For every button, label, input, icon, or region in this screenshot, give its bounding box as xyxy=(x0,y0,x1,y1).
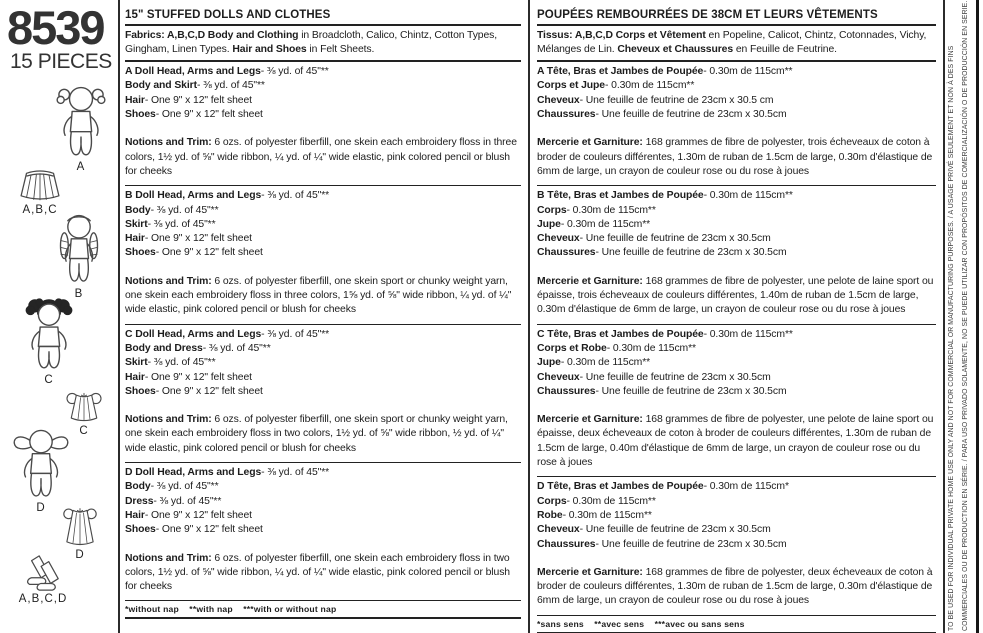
hair-shoes-label: Hair and Shoes xyxy=(232,43,307,55)
figure-label: C xyxy=(79,425,89,437)
french-view-d xyxy=(537,477,936,615)
page-edge-rule xyxy=(976,0,979,633)
yardage-line: Cheveux- Une feuille de feutrine de 23cm x 30.5cm xyxy=(537,233,771,245)
figure-label: A,B,C,D xyxy=(18,593,68,605)
english-notions-d: Notions and Trim: 6 ozs. of polyester fiberfill, one skein each embroidery floss in two colors, 1½ yd. of ⅝" wide ribbon, ¼ yd. of ¼" wide elastic, pink colored pencil or blush for cheeks xyxy=(125,552,510,593)
yardage-line: Corps et Jupe- 0.30m de 115cm** xyxy=(537,80,695,92)
fabrics-label: Fabrics: A,B,C,D Body and Clothing xyxy=(125,30,299,41)
english-view-b xyxy=(125,186,521,324)
figure-label: D xyxy=(36,502,46,514)
yardage-line: Dress- ⅜ yd. of 45"** xyxy=(125,495,222,507)
yardage-line: C Doll Head, Arms and Legs- ⅜ yd. of 45"** xyxy=(125,328,330,340)
yardage-line: Skirt- ⅜ yd. of 45"** xyxy=(125,357,216,369)
divider-left xyxy=(118,0,120,633)
yardage-line: Body- ⅜ yd. of 45"** xyxy=(125,204,219,216)
figure-shoes-abcd xyxy=(16,554,70,605)
french-view-b xyxy=(537,186,936,324)
yardage-line: Shoes- One 9" x 12" felt sheet xyxy=(125,247,263,259)
french-column xyxy=(537,6,936,633)
yardage-line: Shoes- One 9" x 12" felt sheet xyxy=(125,385,263,397)
figure-doll-b xyxy=(46,213,112,300)
yardage-line: Chaussures- Une feuille de feutrine de 23cm x 30.5cm xyxy=(537,385,787,397)
doll-a-illustration xyxy=(50,84,112,160)
figure-label: B xyxy=(74,288,84,300)
doll-c-illustration xyxy=(18,297,80,373)
yardage-line: Jupe- 0.30m de 115cm** xyxy=(537,357,651,369)
yardage-line: Jupe- 0.30m de 115cm** xyxy=(537,218,651,230)
tissus-label: Tissus: A,B,C,D Corps et Vêtement xyxy=(537,30,706,41)
french-notions-c: Mercerie et Garniture: 168 grammes de fibre de polyester, une pelote de laine sport ou épaisse, deux écheveaux de coton à broder de couleurs différentes, 1.30m de ruban de 1.5cm de large, 0.40m d'élastique de 6mm de large, un crayon de couleur rose ou du rose à joues xyxy=(537,414,934,469)
yardage-line: A Doll Head, Arms and Legs- ⅜ yd. of 45"** xyxy=(125,66,329,78)
french-notions-d: Mercerie et Garniture: 168 grammes de fibre de polyester, deux écheveaux de coton à broder de couleurs différentes, 1.30m de ruban de 1.5cm de large, 0.30m d'élastique de 6mm de large, un crayon de couleur rose ou du rose à joues xyxy=(537,566,933,607)
yardage-line: Hair- One 9" x 12" felt sheet xyxy=(125,509,252,521)
shoes-illustration xyxy=(19,554,67,592)
piece-count: 15 PIECES xyxy=(10,50,112,73)
yardage-line: Corps- 0.30m de 115cm** xyxy=(537,204,656,216)
yardage-line: Skirt- ⅜ yd. of 45"** xyxy=(125,218,216,230)
pattern-number: 8539 xyxy=(7,1,104,54)
legal-notice-line-2: COMMERCIALES OU DE PRODUCTION EN SÉRIE. / PARA USO PRIVADO SOLAMENTE, NO SE PUEDE UTILIZAR CON PROPÓSITOS DE COMERCIALIZACIÓN O DE PRODUCCIÓN EN SERIE. xyxy=(962,0,969,631)
english-view-d xyxy=(125,463,521,601)
english-title: 15" STUFFED DOLLS AND CLOTHES xyxy=(125,6,521,26)
yardage-line: Robe- 0.30m de 115cm** xyxy=(537,509,652,521)
yardage-line: Cheveux- Une feuille de feutrine de 23cm x 30.5cm xyxy=(537,371,771,383)
yardage-line: Chaussures- Une feuille de feutrine de 23cm x 30.5cm xyxy=(537,538,787,550)
yardage-line: Body and Dress- ⅜ yd. of 45"** xyxy=(125,342,271,354)
figure-dress-d xyxy=(58,506,102,561)
figure-skirt-abc xyxy=(12,167,68,216)
yardage-line: A Tête, Bras et Jambes de Poupée- 0.30m de 115cm** xyxy=(537,66,793,78)
french-view-c xyxy=(537,325,936,478)
yardage-line: Cheveux- Une feuille de feutrine de 23cm x 30.5 cm xyxy=(537,94,774,106)
french-view-a xyxy=(537,62,936,186)
yardage-line: Hair- One 9" x 12" felt sheet xyxy=(125,371,252,383)
figure-label: A xyxy=(76,161,86,173)
divider-right xyxy=(943,0,945,633)
yardage-line: Hair- One 9" x 12" felt sheet xyxy=(125,94,252,106)
figure-doll-d xyxy=(6,427,76,514)
divider-center xyxy=(528,0,530,633)
yardage-line: Shoes- One 9" x 12" felt sheet xyxy=(125,524,263,536)
english-notions-a: Notions and Trim: 6 ozs. of polyester fiberfill, one skein each embroidery floss in three colors, 1½ yd. of ⅝" wide ribbon, ¼ yd. of ¼" wide elastic, pink colored pencil or blush for cheeks xyxy=(125,137,517,177)
doll-d-illustration xyxy=(8,427,74,501)
french-title: POUPÉES REMBOURRÉES DE 38CM ET LEURS VÊTEMENTS xyxy=(537,6,936,26)
figure-label: A,B,C xyxy=(22,204,58,216)
yardage-line: D Tête, Bras et Jambes de Poupée- 0.30m de 115cm* xyxy=(537,481,789,493)
english-view-c xyxy=(125,325,521,463)
figure-label: D xyxy=(75,549,85,561)
yardage-line: B Doll Head, Arms and Legs- ⅜ yd. of 45"** xyxy=(125,190,330,202)
yardage-line: Chaussures- Une feuille de feutrine de 23cm x 30.5cm xyxy=(537,109,787,121)
figure-doll-a xyxy=(48,84,114,173)
yardage-line: Hair- One 9" x 12" felt sheet xyxy=(125,233,252,245)
yardage-line: D Doll Head, Arms and Legs- ⅜ yd. of 45"** xyxy=(125,467,330,479)
figure-doll-c xyxy=(16,297,82,386)
french-fabrics: Tissus: A,B,C,D Corps et Vêtement en Popeline, Calicot, Chintz, Cotonnades, Vichy, Mélanges de Lin. Cheveux et Chaussures en Feuille de Feutrine. xyxy=(537,26,936,62)
english-notions-c: Notions and Trim: 6 ozs. of polyester fiberfill, one skein sport or chunky weight yarn, one skein each embroidery floss in two colors, 1½ yd. of ⅝" wide ribbon, ½ yd. of ¼" wide elastic, pink colored pencil or blush for cheeks xyxy=(125,414,508,454)
dress-c-illustration xyxy=(63,390,105,424)
french-footnote: *sans sens **avec sens ***avec ou sans sens xyxy=(537,616,936,633)
legal-notice-line-1: TO BE USED FOR INDIVIDUAL PRIVATE HOME USE ONLY AND NOT FOR COMMERCIAL OR MANUFACTURING PURPOSES. / A USAGE PRIVÉ SEULEMENT ET NON À DES FINS xyxy=(948,45,955,631)
yardage-line: Corps- 0.30m de 115cm** xyxy=(537,495,656,507)
cheveux-chaussures-label: Cheveux et Chaussures xyxy=(617,43,734,55)
skirt-illustration xyxy=(14,167,66,203)
english-fabrics: Fabrics: A,B,C,D Body and Clothing in Broadcloth, Calico, Chintz, Cotton Types, Gingham, Linen Types. Hair and Shoes in Felt Sheets. xyxy=(125,26,521,62)
yardage-line: Chaussures- Une feuille de feutrine de 23cm x 30.5cm xyxy=(537,247,787,259)
english-column xyxy=(125,6,521,619)
yardage-line: B Tête, Bras et Jambes de Poupée- 0.30m de 115cm** xyxy=(537,190,793,202)
french-notions-a: Mercerie et Garniture: 168 grammes de fibre de polyester, trois écheveaux de coton à broder de couleurs différentes, 1.30m de ruban de 1.5cm de large, 0.30m d'élastique de 6mm de large, un crayon de couleur rose ou du rose à joues xyxy=(537,137,933,177)
yardage-line: Body and Skirt- ⅜ yd. of 45"** xyxy=(125,80,265,92)
english-view-a xyxy=(125,62,521,186)
yardage-line: Body- ⅜ yd. of 45"** xyxy=(125,481,219,493)
yardage-line: Corps et Robe- 0.30m de 115cm** xyxy=(537,342,696,354)
english-footnote: *without nap **with nap ***with or without nap xyxy=(125,601,521,619)
yardage-line: Shoes- One 9" x 12" felt sheet xyxy=(125,109,263,121)
dress-d-illustration xyxy=(60,506,100,548)
yardage-line: Cheveux- Une feuille de feutrine de 23cm x 30.5cm xyxy=(537,524,771,536)
figure-label: C xyxy=(44,374,54,386)
doll-b-illustration xyxy=(48,213,110,287)
french-notions-b: Mercerie et Garniture: 168 grammes de fibre de polyester, une pelote de laine sport ou épaisse, trois écheveaux de couleurs différentes, 1.40m de ruban de 1.5cm de large, 0.30m d'élastique de 6mm de large, un crayon de couleur rose ou du rose à joues xyxy=(537,275,934,316)
yardage-line: C Tête, Bras et Jambes de Poupée- 0.30m de 115cm** xyxy=(537,328,793,340)
english-notions-b: Notions and Trim: 6 ozs. of polyester fiberfill, one skein sport or chunky weight yarn, one skein each embroidery floss in three colors, 1⅝ yd. of ⅝" wide ribbon, ¼ yd. of ¼" wide elastic, pink colored pencil or blush for cheeks xyxy=(125,275,512,316)
